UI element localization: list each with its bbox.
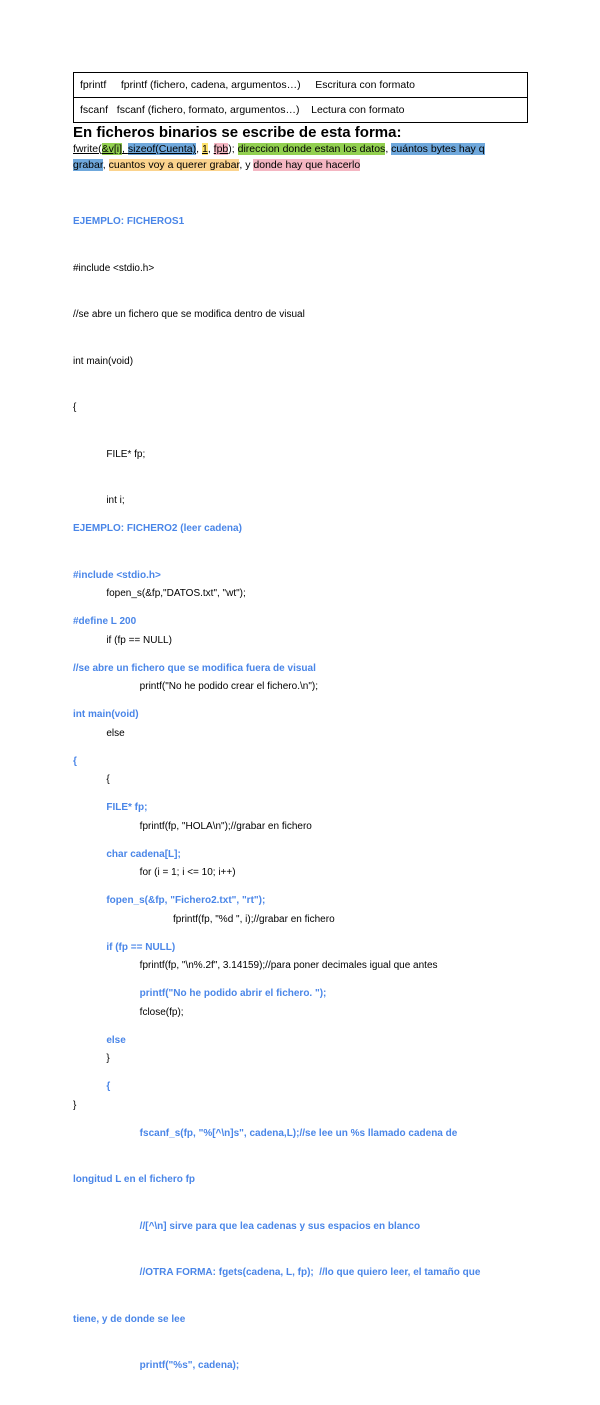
- code-line: fopen_s(&fp,"DATOS.txt", "wt");: [73, 588, 246, 599]
- code-line: int main(void): [73, 355, 134, 367]
- code-line: printf("No he podido crear el fichero.\n");: [73, 681, 318, 692]
- fwrite-close: );: [228, 143, 238, 155]
- table-row: [74, 98, 528, 123]
- code-line: {: [73, 1081, 111, 1092]
- code-line: printf("No he podido abrir el fichero. ");: [73, 988, 327, 999]
- code-line: fprintf(fp, "\n%.2f", 3.14159);//para poner decimales igual que antes: [73, 960, 438, 971]
- example2-code: [73, 490, 480, 1405]
- section-heading: En ficheros binarios se escribe de esta forma:: [73, 124, 402, 141]
- function-description: Lectura con formato: [311, 104, 405, 116]
- fwrite-call: fwrite(: [73, 143, 102, 155]
- code-line: #include <stdio.h>: [73, 569, 161, 581]
- code-line: if (fp == NULL): [73, 941, 176, 953]
- code-line: {: [73, 774, 110, 785]
- fwrite-explanation: [73, 141, 518, 173]
- example2-title: EJEMPLO: FICHERO2 (leer cadena): [73, 523, 242, 534]
- fwrite-desc-size: cuántos bytes hay q grabar: [73, 143, 485, 171]
- fwrite-arg-file: fpb: [213, 143, 229, 155]
- fwrite-desc-address: direccion donde estan los datos: [237, 143, 386, 155]
- fwrite-sep: ,: [207, 143, 214, 155]
- fwrite-sep: ,: [102, 159, 109, 171]
- code-line: char cadena[L];: [73, 848, 181, 860]
- fwrite-arg-address: &v[i]: [101, 143, 123, 155]
- fwrite-sep: ,: [196, 143, 202, 155]
- code-line: fscanf_s(fp, "%[^\n]s", cadena,L);//se lee un %s llamado cadena de: [73, 1127, 458, 1139]
- code-line: //se abre un fichero que se modifica dentro de visual: [73, 309, 305, 320]
- fwrite-sep: ,: [122, 143, 128, 155]
- code-line: fclose(fp);: [73, 1006, 184, 1018]
- code-line: fprintf(fp, "HOLA\n");//grabar en fichero: [73, 820, 312, 832]
- code-line: int i;: [73, 495, 125, 506]
- code-line: longitud L en el fichero fp: [73, 1174, 196, 1185]
- code-line: //se abre un fichero que se modifica fuera de visual: [73, 662, 316, 674]
- function-name: fscanf: [80, 104, 109, 116]
- table-cell: [74, 98, 528, 123]
- function-syntax: fscanf (fichero, formato, argumentos…): [116, 104, 300, 116]
- code-line: }: [73, 1099, 77, 1111]
- table-cell: [74, 73, 528, 98]
- code-line: tiene, y de donde se lee: [73, 1313, 186, 1325]
- function-name: fprintf: [80, 79, 107, 91]
- code-line: }: [73, 1053, 110, 1064]
- code-line: for (i = 1; i <= 10; i++): [73, 867, 236, 878]
- code-line: {: [73, 402, 77, 413]
- code-line: {: [73, 755, 77, 767]
- code-line: fprintf(fp, "%d ", i);//grabar en fichero: [73, 913, 335, 925]
- file-functions-table: [73, 72, 528, 123]
- fwrite-arg-count: 1: [201, 143, 208, 155]
- table-row: [74, 73, 528, 98]
- code-line: FILE* fp;: [73, 802, 148, 813]
- example1-title: EJEMPLO: FICHEROS1: [73, 216, 185, 227]
- code-line: else: [73, 727, 125, 739]
- code-line: if (fp == NULL): [73, 634, 172, 646]
- code-line: int main(void): [73, 709, 139, 720]
- code-line: FILE* fp;: [73, 448, 146, 460]
- code-line: //OTRA FORMA: fgets(cadena, L, fp); //lo que quiero leer, el tamaño que: [73, 1267, 481, 1278]
- fwrite-sep: , y: [239, 159, 254, 171]
- fwrite-desc-file: donde hay que hacerlo: [253, 159, 361, 171]
- code-line: //[^\n] sirve para que lea cadenas y sus espacios en blanco: [73, 1220, 421, 1232]
- code-line: #define L 200: [73, 616, 137, 627]
- code-line: else: [73, 1034, 126, 1046]
- code-line: #include <stdio.h>: [73, 262, 155, 274]
- function-syntax: fprintf (fichero, cadena, argumentos…): [120, 79, 301, 91]
- fwrite-sep: ,: [385, 143, 392, 155]
- fwrite-arg-size: sizeof(Cuenta): [127, 143, 197, 155]
- code-line: printf("%s", cadena);: [73, 1360, 240, 1371]
- fwrite-desc-count: cuantos voy a querer grabar: [108, 159, 240, 171]
- function-description: Escritura con formato: [315, 79, 416, 91]
- code-line: fopen_s(&fp, "Fichero2.txt", "rt");: [73, 895, 266, 906]
